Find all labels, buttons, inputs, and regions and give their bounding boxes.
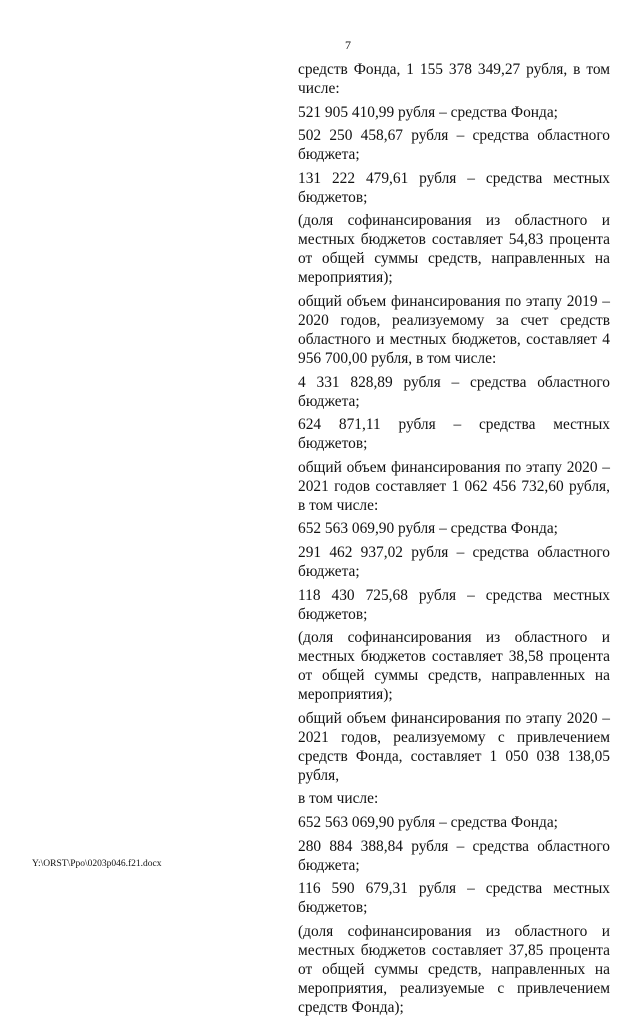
page-number: 7	[345, 38, 351, 52]
paragraph: 116 590 679,31 рубля – средства местных бюджетов;	[298, 880, 610, 917]
paragraph: (доля софинансирования из областного и местных бюджетов составляет 38,58 процента от общей суммы средств, направленных на мероприятия);	[298, 629, 610, 704]
paragraph: средств Фонда, 1 155 378 349,27 рубля, в том числе:	[298, 61, 610, 97]
paragraph: 118 430 725,68 рубля – средства местных бюджетов;	[298, 586, 610, 623]
paragraph: 131 222 479,61 рубля – средства местных бюджетов;	[298, 169, 610, 206]
paragraph: 502 250 458,67 рубля – средства областного бюджета;	[298, 127, 610, 164]
document-body	[298, 60, 610, 1021]
footer-file-path: Y:\ORST\Ppo\0203p046.f21.docx	[32, 859, 162, 869]
paragraph: 280 884 388,84 рубля – средства областного бюджета;	[298, 837, 610, 874]
paragraph: 652 563 069,90 рубля – средства Фонда;	[298, 813, 558, 831]
paragraph: 624 871,11 рубля – средства местных бюджетов;	[298, 416, 610, 453]
paragraph: общий объем финансирования по этапу 2019 – 2020 годов, реализуемому за счет средств областного и местных бюджетов, составляет 4 956 700,00 рубля, в том числе:	[298, 292, 610, 367]
paragraph: 291 462 937,02 рубля – средства областного бюджета;	[298, 543, 610, 580]
paragraph: 4 331 828,89 рубля – средства областного бюджета;	[298, 373, 610, 410]
paragraph: общий объем финансирования по этапу 2020 – 2021 годов составляет 1 062 456 732,60 рубля, в том числе:	[298, 458, 610, 514]
paragraph: (доля софинансирования из областного и местных бюджетов составляет 37,85 процента от общей суммы средств, направленных на мероприятия, реализуемые с привлечением средств Фонда);	[298, 922, 610, 1016]
paragraph: 652 563 069,90 рубля – средства Фонда;	[298, 520, 558, 538]
paragraph: 521 905 410,99 рубля – средства Фонда;	[298, 103, 558, 121]
paragraph: в том числе:	[298, 790, 379, 808]
paragraph: общий объем финансирования по этапу 2020 – 2021 годов, реализуемому с привлечением средств Фонда, составляет 1 050 038 138,05 рубля,	[298, 709, 610, 784]
paragraph: (доля софинансирования из областного и местных бюджетов составляет 54,83 процента от общей суммы средств, направленных на мероприятия);	[298, 212, 610, 287]
